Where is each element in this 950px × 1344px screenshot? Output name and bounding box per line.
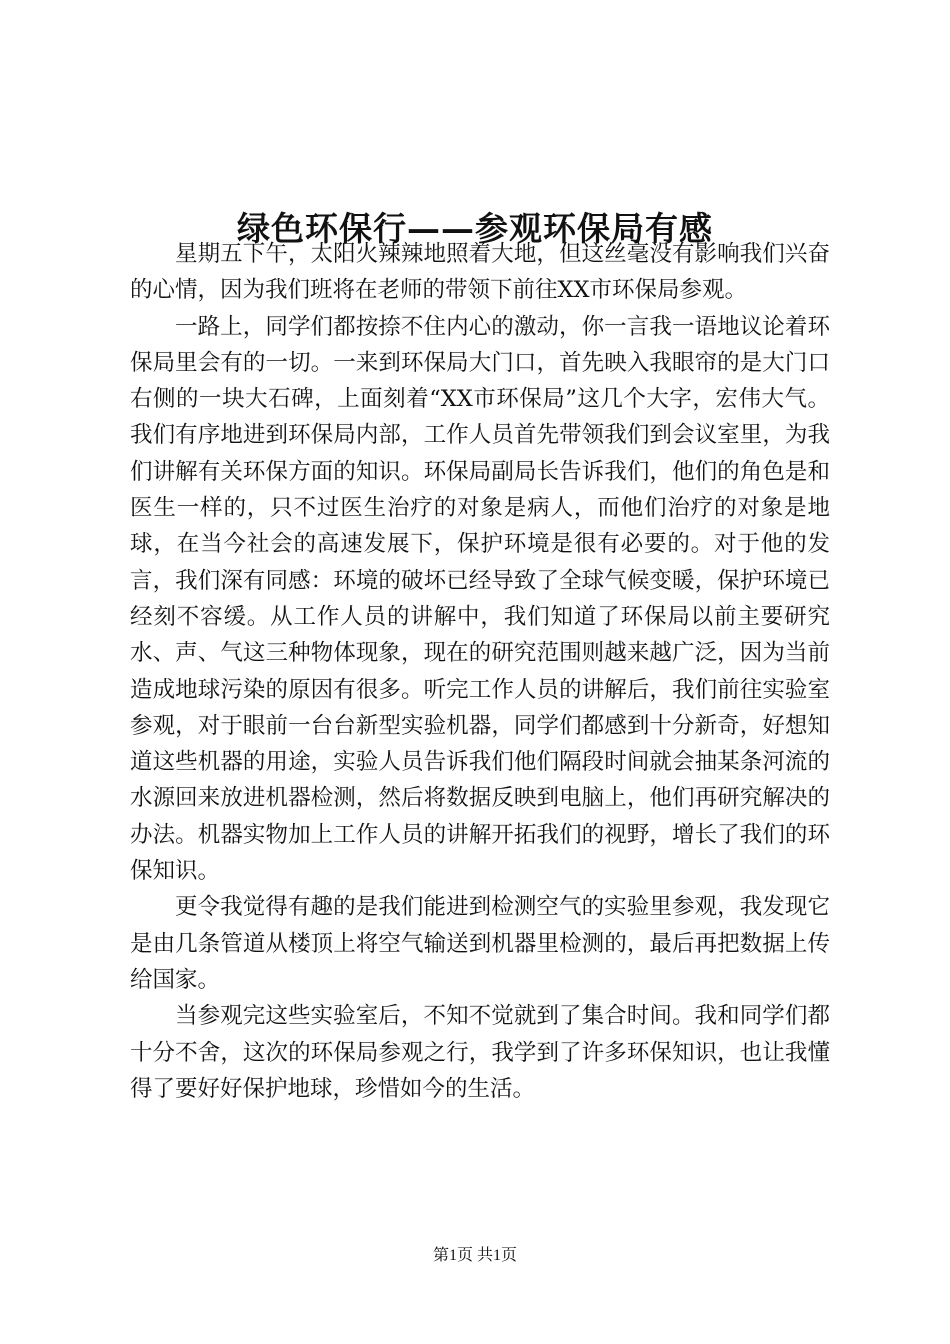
document-title: 绿色环保行——参观环保局有感: [237, 209, 713, 249]
paragraph-2: 一路上，同学们都按捺不住内心的激动，你一言我一语地议论着环保局里会有的一切。一来到环保局大门口，首先映入我眼帘的是大门口右侧的一块大石碑，上面刻着“XX市环保局”这几个大字，宏伟大气。我们有序地进到环保局内部，工作人员首先带领我们到会议室里，为我们讲解有关环保方面的知识。环保局副局长告诉我们，他们的角色是和医生一样的，只不过医生治疗的对象是病人，而他们治疗的对象是地球，在当今社会的高速发展下，保护环境是很有必要的。对于他的发言，我们深有同感：环境的破坏已经导致了全球气候变暖，保护环境已经刻不容缓。从工作人员的讲解中，我们知道了环保局以前主要研究水、声、气这三种物体现象，现在的研究范围则越来越广泛，因为当前造成地球污染的原因有很多。听完工作人员的讲解后，我们前往实验室参观，对于眼前一台台新型实验机器，同学们都感到十分新奇，好想知道这些机器的用途，实验人员告诉我们他们隔段时间就会抽某条河流的水源回来放进机器检测，然后将数据反映到电脑上，他们再研究解决的办法。机器实物加上工作人员的讲解开拓我们的视野，增长了我们的环保知识。: [130, 313, 830, 885]
paragraph-4: 当参观完这些实验室后，不知不觉就到了集合时间。我和同学们都十分不舍，这次的环保局参观之行，我学到了许多环保知识，也让我懂得了要好好保护地球，珍惜如今的生活。: [130, 1003, 830, 1102]
paragraph-3: 更令我觉得有趣的是我们能进到检测空气的实验里参观，我发现它是由几条管道从楼顶上将空气输送到机器里检测的，最后再把数据上传给国家。: [130, 894, 830, 993]
document-body: [130, 236, 830, 1107]
paragraph-1: 星期五下午，太阳火辣辣地照着大地，但这丝毫没有影响我们兴奋的心情，因为我们班将在老师的带领下前往XX市环保局参观。: [130, 241, 830, 304]
page-number-footer: 第1页 共1页: [432, 1247, 517, 1264]
